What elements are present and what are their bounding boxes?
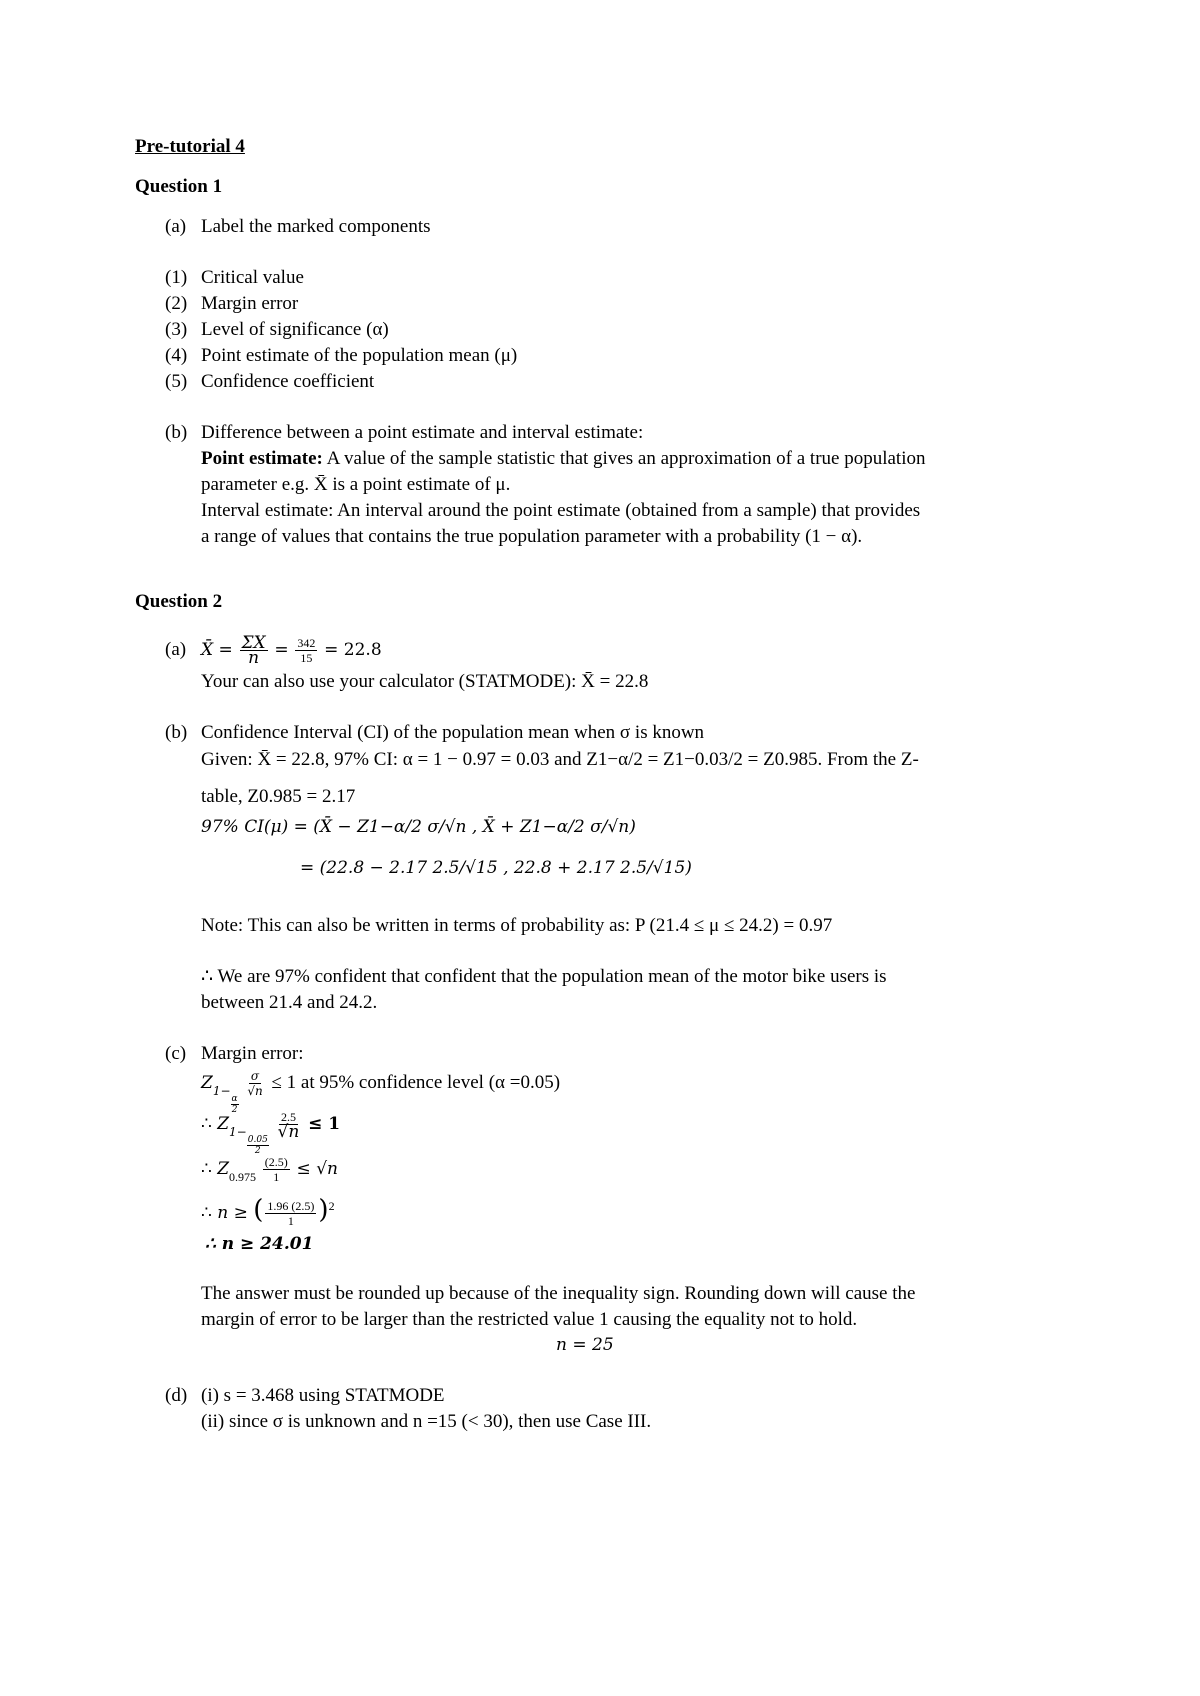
inequality-tail: ≤ √n <box>296 1158 338 1179</box>
probability-note: Note: This can also be written in terms of probability as: P (21.4 ≤ μ ≤ 24.2) = 0.97 <box>201 915 833 936</box>
point-estimate-term: Point estimate: <box>201 448 323 469</box>
sd-over-one: $\frac{(2.5)}{1}$ <box>264 1155 288 1184</box>
margin-inequality-step: ∴ $Z_{0.975}$ $\frac{(2.5)}{1}$ ≤ √n <box>201 1155 338 1184</box>
q2-b-label: (b) <box>165 722 188 743</box>
q1-part-b <box>165 421 643 445</box>
q1-a-text: Label the marked components <box>201 216 431 237</box>
q2-b-text: Confidence Interval (CI) of the population mean when σ is known <box>201 722 705 743</box>
rounding-explanation: The answer must be rounded up because of the inequality sign. Rounding down will cause the <box>201 1283 916 1304</box>
q2-part-b <box>165 721 704 745</box>
sample-size-result: ∴ n ≥ 24.01 <box>205 1234 314 1254</box>
final-sample-size: n = 25 <box>556 1335 614 1355</box>
fraction-numerator: 342 <box>297 636 316 650</box>
fraction-numerator: ΣX <box>241 633 266 653</box>
sum-over-n-fraction <box>240 633 268 668</box>
q1-item <box>165 344 517 368</box>
margin-inequality-tail: ≤ 1 at 95% confidence level (α =0.05) <box>271 1071 561 1093</box>
q1-item-number: (5) <box>165 371 188 392</box>
q1-b-label: (b) <box>165 422 188 443</box>
q2-c-text: Margin error: <box>201 1043 304 1064</box>
q2-d-i: (i) s = 3.468 using STATMODE <box>201 1385 445 1406</box>
q1-item-text: Margin error <box>201 293 299 314</box>
q1-item <box>165 318 389 342</box>
q2-part-d <box>165 1384 445 1408</box>
q1-item-number: (3) <box>165 319 188 340</box>
point-estimate-text: A value of the sample statistic that gives an approximation of a true population <box>322 448 926 469</box>
q1-item-text: Level of significance (α) <box>201 319 389 340</box>
z-table-value: table, Z0.985 = 2.17 <box>201 786 356 807</box>
q1-item-text: Point estimate of the population mean (μ) <box>201 345 518 366</box>
q2-d-label: (d) <box>165 1385 188 1406</box>
q2-a-label: (a) <box>165 638 187 660</box>
q1-item <box>165 370 374 394</box>
q1-item-text: Confidence coefficient <box>201 371 375 392</box>
q1-item-number: (4) <box>165 345 188 366</box>
ci-values: = (22.8 − 2.17 2.5/√15 , 22.8 + 2.17 2.5/√15) <box>300 858 692 878</box>
q1-item-number: (1) <box>165 267 188 288</box>
fraction-denominator: 15 <box>300 651 313 665</box>
q2-d-ii: (ii) since σ is unknown and n =15 (< 30), then use Case III. <box>201 1411 652 1432</box>
q1-item-text: Critical value <box>201 267 304 288</box>
q1-part-a <box>165 215 431 239</box>
point-estimate-example: parameter e.g. X̄ is a point estimate of μ. <box>201 474 511 495</box>
mean-result: = 22.8 <box>324 639 382 660</box>
sigma-over-sqrt-n: $\frac{\sigma}{√n}$ <box>247 1069 263 1098</box>
q1-item <box>165 266 304 290</box>
q1-b-text: Difference between a point estimate and interval estimate: <box>201 422 644 443</box>
sample-size-inequality: ∴ n ≥ ( $\frac{1.96 (2.5)}{1}$ )$^2$ <box>201 1195 335 1229</box>
ci-conclusion: ∴ We are 97% confident that confident that the population mean of the motor bike users is <box>201 966 887 987</box>
page-title: Pre-tutorial 4 <box>135 136 245 157</box>
sample-size-fraction: $\frac{1.96 (2.5)}{1}$ <box>267 1199 315 1229</box>
q1-item-number: (2) <box>165 293 188 314</box>
q1-item <box>165 292 298 316</box>
interval-estimate-definition-cont: a range of values that contains the true population parameter with a probability (1 − α). <box>201 526 863 547</box>
calculator-note: Your can also use your calculator (STATMODE): X̄ = 22.8 <box>201 671 649 692</box>
margin-inequality-step: ∴ $Z_{1- \frac{0.05}{2}}$ $\frac{2.5}{√n}$ ≤ 1 <box>201 1110 341 1156</box>
q1-a-label: (a) <box>165 216 187 237</box>
q2-c-label: (c) <box>165 1043 187 1064</box>
mean-symbol: X̄ = <box>201 639 233 660</box>
q2-part-a-equation: (a) X̄ = $\frac{\Sigma X}{n}$ = $\frac{342}{15}$ = 22.8 <box>165 633 382 668</box>
question-1-heading: Question 1 <box>135 176 223 197</box>
ci-formula: 97% CI(μ) = (X̄ − Z1−α/2 σ/√n , X̄ + Z1−α/2 σ/√n) <box>201 817 636 837</box>
rounding-explanation-cont: margin of error to be larger than the restricted value 1 causing the equality not to hold. <box>201 1309 858 1330</box>
inequality-tail: ≤ 1 <box>308 1113 341 1134</box>
q2-part-c <box>165 1042 304 1066</box>
fraction-denominator: n <box>248 648 260 668</box>
interval-estimate-definition: Interval estimate: An interval around the point estimate (obtained from a sample) that provides <box>201 500 921 521</box>
question-2-heading: Question 2 <box>135 591 223 612</box>
margin-inequality: $Z_{1- \frac{\alpha}{2}}$ $\frac{\sigma}{√n}$ ≤ 1 at 95% confidence level (α =0.05) <box>201 1069 561 1115</box>
sd-over-sqrt-n: $\frac{2.5}{√n}$ <box>277 1110 300 1142</box>
given-values: Given: X̄ = 22.8, 97% CI: α = 1 − 0.97 = 0.03 and Z1−α/2 = Z1−0.03/2 = Z0.985. From the Z- <box>201 749 919 770</box>
point-estimate-definition <box>201 447 925 471</box>
ci-conclusion-cont: between 21.4 and 24.2. <box>201 992 378 1013</box>
value-fraction <box>295 636 317 665</box>
